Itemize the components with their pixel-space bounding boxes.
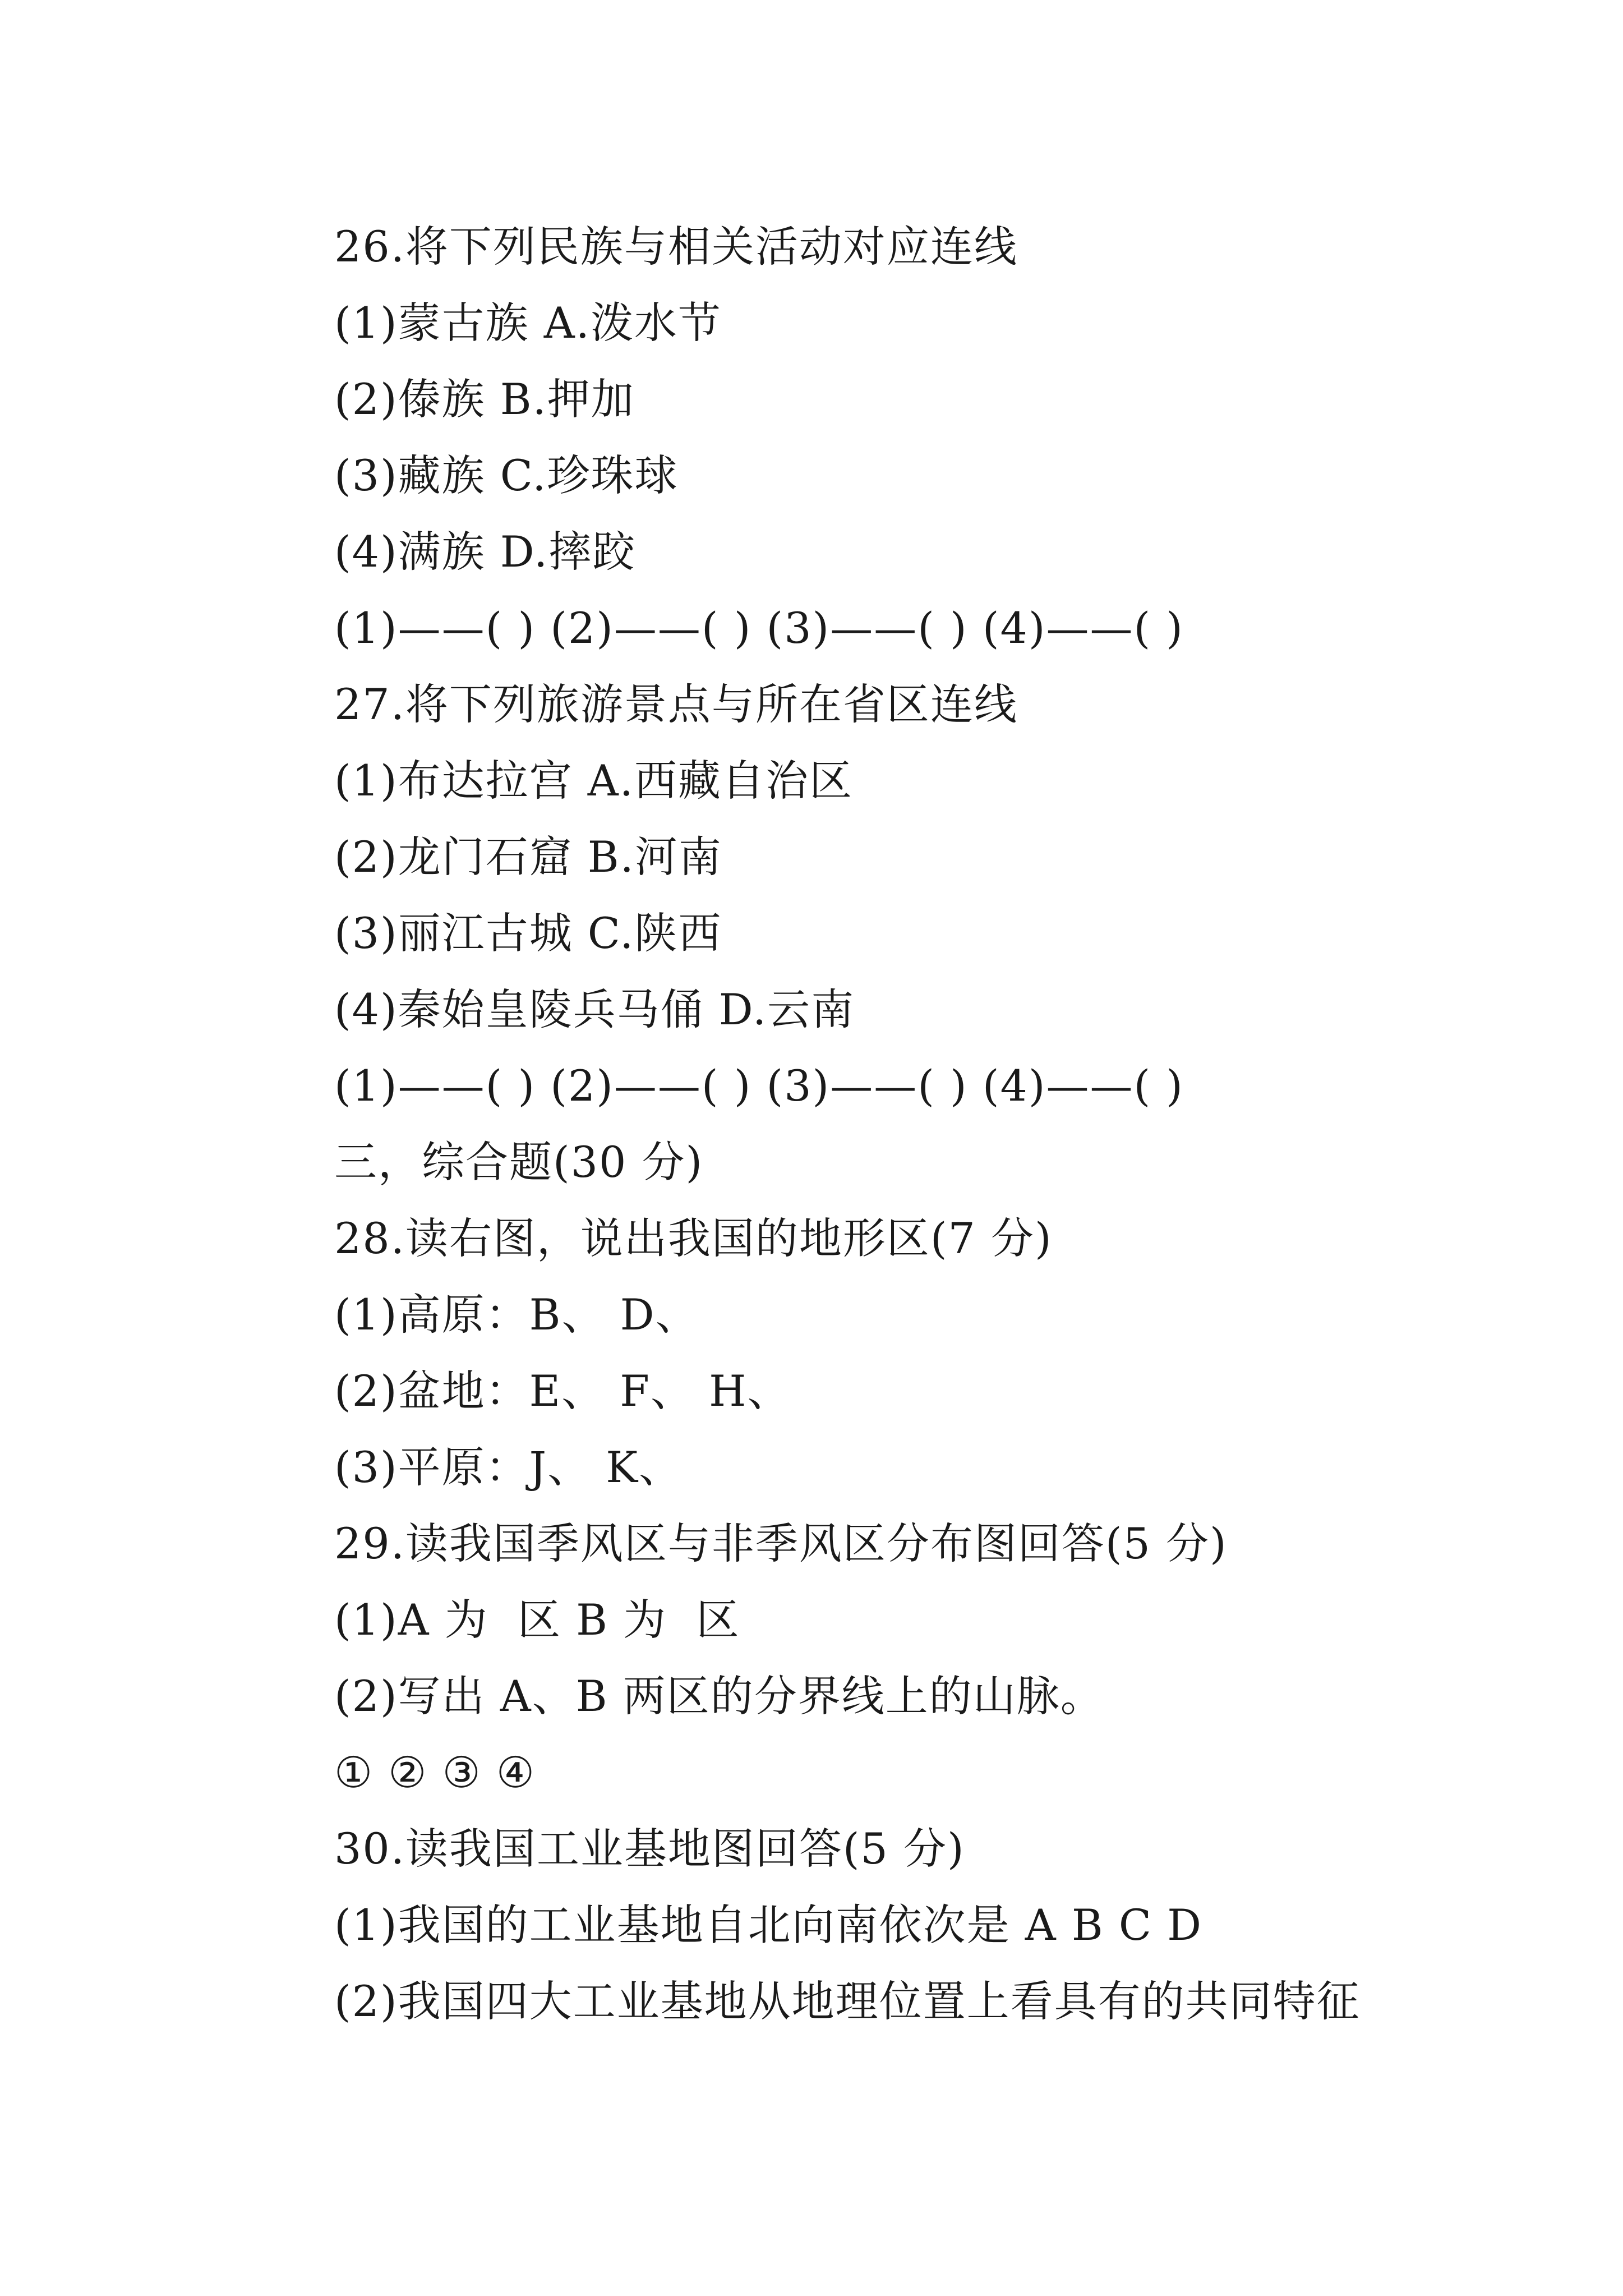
question-26-answer-blanks: (1)——( ) (2)——( ) (3)——( ) (4)——( ) [334, 603, 1184, 653]
question-29-answer-markers: ① ② ③ ④ [334, 1747, 536, 1797]
question-26-item-4: (4)满族 D.摔跤 [334, 527, 637, 577]
question-26-item-2: (2)傣族 B.押加 [334, 374, 635, 424]
question-28-part-1: (1)高原：B、 D、 [334, 1290, 699, 1340]
question-27-item-2: (2)龙门石窟 B.河南 [334, 832, 722, 882]
question-28-title: 28.读右图，说出我国的地形区(7 分) [334, 1213, 1053, 1263]
question-26-item-1: (1)蒙古族 A.泼水节 [334, 298, 722, 348]
section-3-heading: 三，综合题(30 分) [334, 1137, 704, 1187]
question-30-part-1: (1)我国的工业基地自北向南依次是 A B C D [334, 1900, 1203, 1950]
question-26-item-3: (3)藏族 C.珍珠球 [334, 450, 679, 500]
question-27-answer-blanks: (1)——( ) (2)——( ) (3)——( ) (4)——( ) [334, 1061, 1184, 1111]
question-27-title: 27.将下列旅游景点与所在省区连线 [334, 679, 1018, 729]
question-30-part-2: (2)我国四大工业基地从地理位置上看具有的共同特征 [334, 1976, 1361, 2026]
question-28-part-2: (2)盆地：E、 F、 H、 [334, 1366, 791, 1416]
question-26-title: 26.将下列民族与相关活动对应连线 [334, 222, 1018, 272]
question-27-item-1: (1)布达拉宫 A.西藏自治区 [334, 756, 853, 806]
question-27-item-3: (3)丽江古城 C.陕西 [334, 908, 722, 958]
question-29-part-1: (1)A 为 区 B 为 区 [334, 1595, 740, 1645]
question-29-title: 29.读我国季风区与非季风区分布图回答(5 分) [334, 1519, 1228, 1568]
question-30-title: 30.读我国工业基地图回答(5 分) [334, 1824, 965, 1874]
question-29-part-2: (2)写出 A、B 两区的分界线上的山脉。 [334, 1671, 1104, 1721]
document-body [334, 209, 1512, 2040]
question-27-item-4: (4)秦始皇陵兵马俑 D.云南 [334, 984, 855, 1034]
question-28-part-3: (3)平原：J、 K、 [334, 1442, 683, 1492]
